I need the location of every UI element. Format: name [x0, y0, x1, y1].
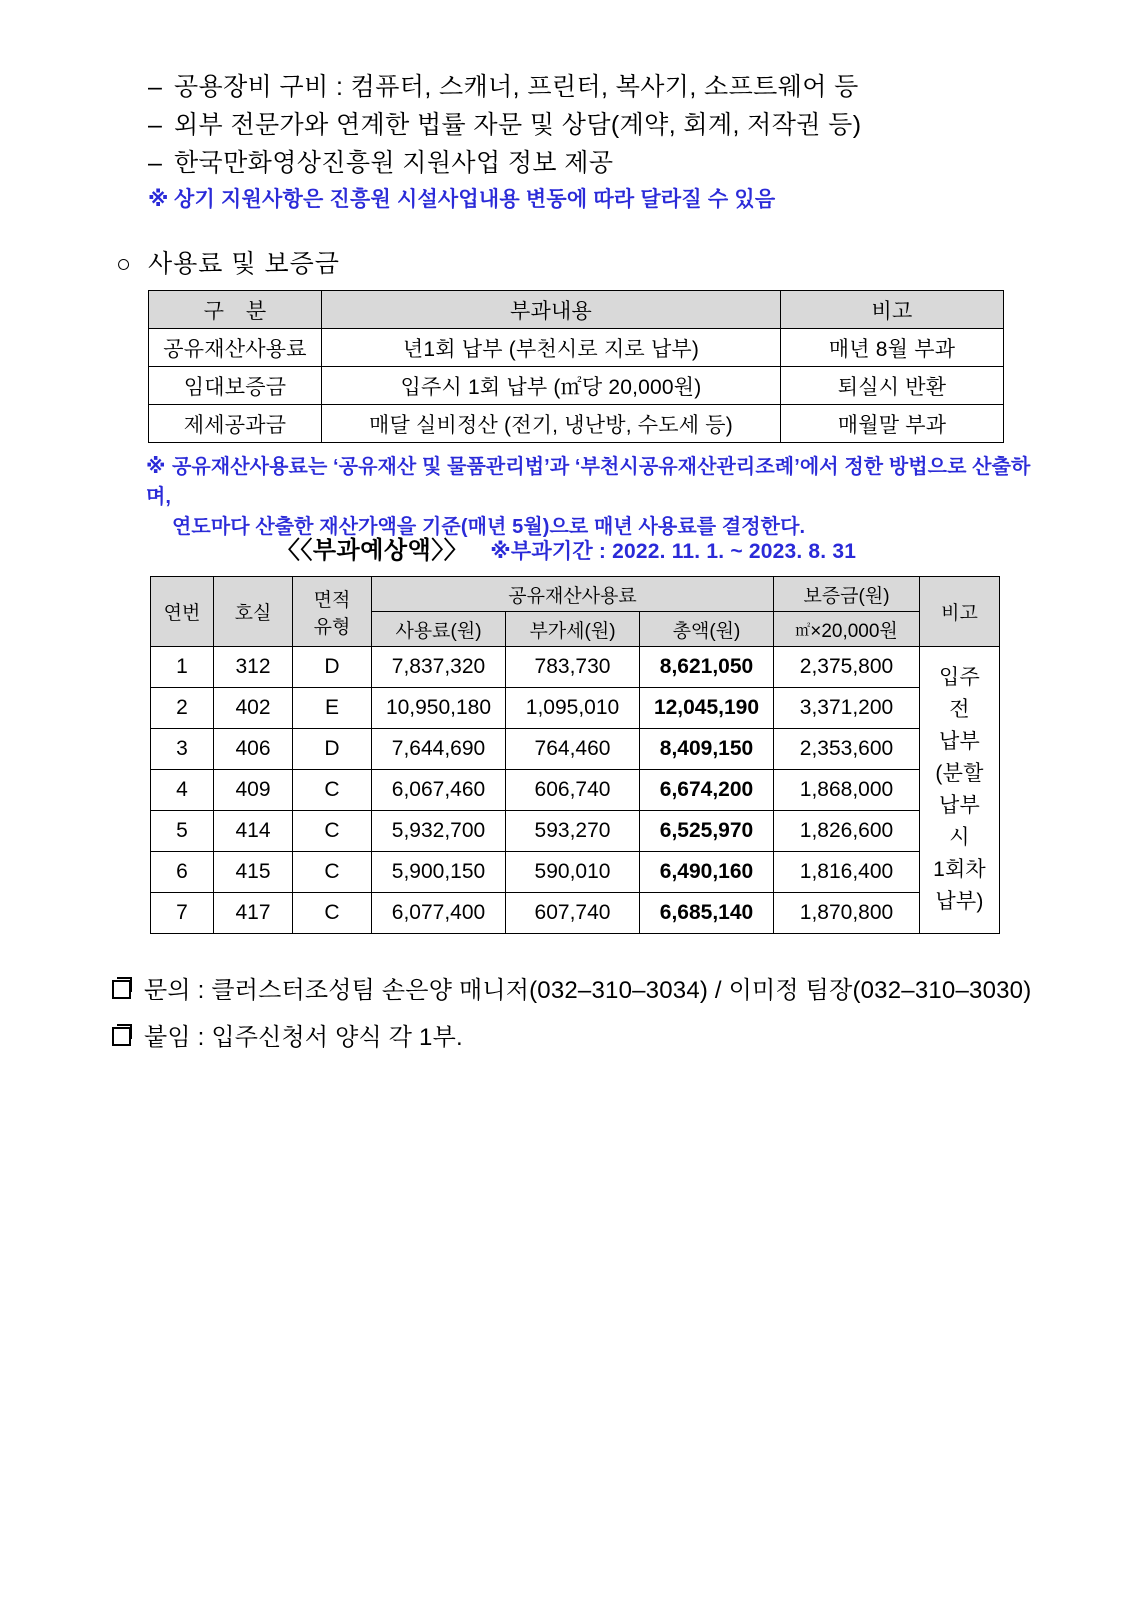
cell-room: 414 [214, 811, 293, 852]
cell-type: C [293, 852, 372, 893]
cell-category: 제세공과금 [149, 405, 322, 443]
section-heading [116, 248, 340, 280]
column-header-deposit-unit [774, 612, 920, 647]
cell-deposit: 1,868,000 [774, 770, 920, 811]
column-header-fee: 사용료(원) [372, 612, 506, 647]
fee-and-deposit-table [148, 290, 1004, 443]
cell-room: 402 [214, 688, 293, 729]
estimated-charge-table [150, 576, 1000, 934]
cell-fee: 10,950,180 [372, 688, 506, 729]
usage-fee-note-text1: 공유재산사용료는 ‘공유재산 및 물품관리법’과 ‘부천시공유재산관리조례’에서 정한 방법으로 산출하며, [146, 456, 1031, 508]
usage-fee-note [146, 452, 1046, 542]
cell-vat: 764,460 [506, 729, 640, 770]
column-header-vat: 부가세(원) [506, 612, 640, 647]
cell-room: 415 [214, 852, 293, 893]
square-bullet-icon [112, 1016, 144, 1062]
remark-line: 납부 [939, 730, 980, 753]
footer-notes [112, 968, 1072, 1062]
table-row [149, 405, 1004, 443]
cell-room: 417 [214, 893, 293, 934]
attachment-text: 붙임 : 입주신청서 양식 각 1부. [144, 1024, 463, 1051]
cell-no: 1 [151, 647, 214, 688]
cell-deposit: 2,375,800 [774, 647, 920, 688]
cell-remark: 매월말 부과 [781, 405, 1004, 443]
remark-line: 1회차 [933, 858, 986, 881]
support-note [148, 182, 1028, 218]
cell-fee: 5,932,700 [372, 811, 506, 852]
cell-no: 2 [151, 688, 214, 729]
list-item [148, 106, 1028, 144]
column-header-content: 부과내용 [322, 291, 781, 329]
remark-line: 납부 [939, 794, 980, 817]
support-note-text: 상기 지원사항은 진흥원 시설사업내용 변동에 따라 달라질 수 있음 [174, 188, 776, 211]
square-meter-unit: ㎡ [795, 621, 811, 639]
usage-fee-note-line2: 연도마다 산출한 재산가액을 기준(매년 5월)으로 매년 사용료를 결정한다. [172, 516, 806, 538]
dash-bullet-icon: – [148, 111, 163, 139]
cell-remark: 매년 8월 부과 [781, 329, 1004, 367]
reference-mark-icon: ※ [148, 188, 169, 211]
column-header-remark: 비고 [781, 291, 1004, 329]
charge-table-caption [0, 530, 1132, 565]
cell-deposit: 2,353,600 [774, 729, 920, 770]
dash-bullet-icon: – [148, 73, 163, 101]
cell-no: 7 [151, 893, 214, 934]
contact-text: 문의 : 클러스터조성팀 손은양 매니저(032–310–3034) / 이미정 팀장(032–310–3030) [144, 977, 1032, 1004]
cell-content: 년1회 납부 (부천시로 지로 납부) [322, 329, 781, 367]
remark-line: 시 [949, 826, 970, 849]
table-row [149, 329, 1004, 367]
cell-deposit: 1,870,800 [774, 893, 920, 934]
contact-line [112, 968, 1072, 1015]
column-group-header-deposit: 보증금(원) [774, 577, 920, 612]
cell-vat: 607,740 [506, 893, 640, 934]
list-item [148, 144, 1028, 182]
column-header-remark: 비고 [920, 577, 1000, 647]
cell-deposit: 1,826,600 [774, 811, 920, 852]
list-item-text: 한국만화영상진흥원 지원사업 정보 제공 [174, 149, 614, 177]
cell-fee: 6,077,400 [372, 893, 506, 934]
column-header-total: 총액(원) [640, 612, 774, 647]
cell-total: 8,409,150 [640, 729, 774, 770]
list-item-text: 외부 전문가와 연계한 법률 자문 및 상담(계약, 회계, 저작권 등) [174, 111, 862, 139]
cell-type: C [293, 811, 372, 852]
deposit-unit-suffix: ×20,000원 [810, 620, 898, 642]
table-row [151, 688, 1000, 729]
table-row [151, 647, 1000, 688]
table-row [151, 770, 1000, 811]
cell-type: D [293, 729, 372, 770]
cell-vat: 590,010 [506, 852, 640, 893]
cell-total: 12,045,190 [640, 688, 774, 729]
cell-no: 4 [151, 770, 214, 811]
cell-remark-merged [920, 647, 1000, 934]
cell-total: 6,525,970 [640, 811, 774, 852]
column-header-room: 호실 [214, 577, 293, 647]
attachment-line [112, 1015, 1072, 1062]
table-row [151, 811, 1000, 852]
cell-fee: 7,837,320 [372, 647, 506, 688]
cell-no: 3 [151, 729, 214, 770]
reference-mark-icon: ※ [146, 456, 166, 478]
cell-room: 409 [214, 770, 293, 811]
square-bullet-icon [112, 969, 144, 1015]
circle-bullet-icon: ○ [116, 250, 133, 278]
section-heading-text: 사용료 및 보증금 [148, 250, 340, 278]
cell-no: 5 [151, 811, 214, 852]
charge-period-text: ※부과기간 : 2022. 11. 1. ~ 2023. 8. 31 [490, 540, 857, 563]
cell-fee: 7,644,690 [372, 729, 506, 770]
cell-deposit: 1,816,400 [774, 852, 920, 893]
column-header-area-type-line1: 면적 [313, 589, 351, 611]
charge-table-title: 〈〈부과예상액〉〉 [275, 537, 469, 564]
column-header-category: 구 분 [149, 291, 322, 329]
cell-room: 406 [214, 729, 293, 770]
cell-fee: 6,067,460 [372, 770, 506, 811]
remark-line: 입주 [939, 666, 980, 689]
cell-room: 312 [214, 647, 293, 688]
cell-content: 입주시 1회 납부 (㎡당 20,000원) [322, 367, 781, 405]
cell-deposit: 3,371,200 [774, 688, 920, 729]
cell-vat: 593,270 [506, 811, 640, 852]
table-row [151, 893, 1000, 934]
remark-line: 전 [949, 698, 970, 721]
dash-bullet-icon: – [148, 149, 163, 177]
cell-total: 8,621,050 [640, 647, 774, 688]
usage-fee-note-line1 [146, 452, 1046, 512]
cell-vat: 1,095,010 [506, 688, 640, 729]
cell-type: C [293, 770, 372, 811]
column-group-header-usage-fee: 공유재산사용료 [372, 577, 774, 612]
remark-line: 납부) [935, 890, 984, 913]
cell-total: 6,674,200 [640, 770, 774, 811]
cell-content: 매달 실비정산 (전기, 냉난방, 수도세 등) [322, 405, 781, 443]
cell-vat: 606,740 [506, 770, 640, 811]
table-row [151, 729, 1000, 770]
column-header-area-type-line2: 유형 [313, 616, 351, 638]
cell-category: 공유재산사용료 [149, 329, 322, 367]
cell-type: C [293, 893, 372, 934]
cell-remark: 퇴실시 반환 [781, 367, 1004, 405]
list-item [148, 68, 1028, 106]
list-item-text: 공용장비 구비 : 컴퓨터, 스캐너, 프린터, 복사기, 소프트웨어 등 [174, 73, 859, 101]
support-items-list [148, 68, 1028, 218]
table-row [151, 852, 1000, 893]
cell-category: 임대보증금 [149, 367, 322, 405]
cell-total: 6,490,160 [640, 852, 774, 893]
table-header-row-top [151, 577, 1000, 612]
cell-fee: 5,900,150 [372, 852, 506, 893]
cell-vat: 783,730 [506, 647, 640, 688]
column-header-no: 연번 [151, 577, 214, 647]
remark-line: (분할 [935, 762, 984, 785]
cell-no: 6 [151, 852, 214, 893]
column-header-area-type [293, 577, 372, 647]
cell-total: 6,685,140 [640, 893, 774, 934]
table-header-row [149, 291, 1004, 329]
cell-type: E [293, 688, 372, 729]
table-row [149, 367, 1004, 405]
cell-type: D [293, 647, 372, 688]
